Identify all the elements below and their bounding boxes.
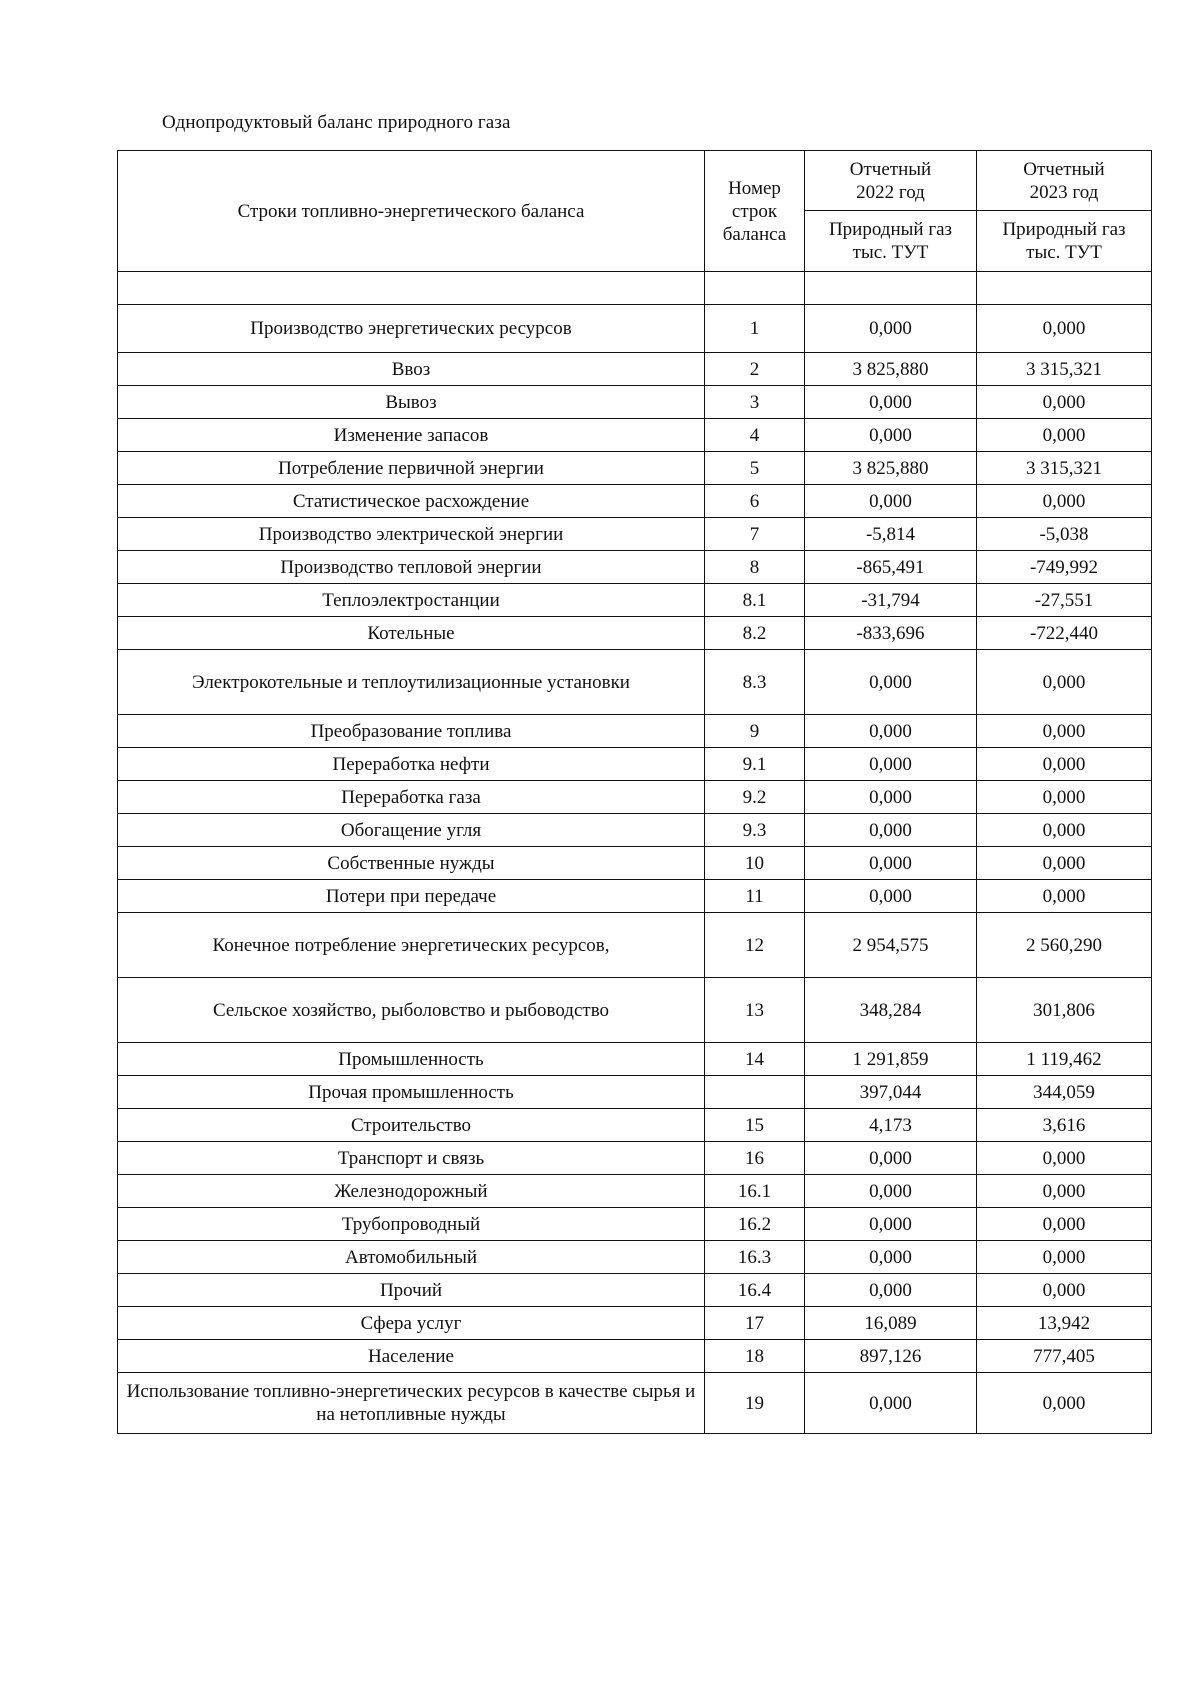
value-2023-cell: 3 315,321 bbox=[977, 353, 1152, 386]
empty-cell bbox=[805, 272, 977, 305]
table-row bbox=[118, 978, 1152, 1043]
table-row bbox=[118, 715, 1152, 748]
header-resource-2023-line-1: Природный газ bbox=[1002, 219, 1126, 240]
value-2023-cell: 777,405 bbox=[977, 1340, 1152, 1373]
document-title: Однопродуктовый баланс природного газа bbox=[162, 112, 511, 133]
value-2022-cell: -833,696 bbox=[805, 617, 977, 650]
row-number-cell: 16 bbox=[705, 1142, 805, 1175]
table-row bbox=[118, 847, 1152, 880]
row-number-cell: 4 bbox=[705, 419, 805, 452]
table-row bbox=[118, 650, 1152, 715]
table-row bbox=[118, 386, 1152, 419]
row-number-cell: 17 bbox=[705, 1307, 805, 1340]
row-label-cell: Прочая промышленность bbox=[118, 1076, 705, 1109]
empty-cell bbox=[977, 272, 1152, 305]
value-2023-cell: 0,000 bbox=[977, 1274, 1152, 1307]
balance-table bbox=[117, 150, 1152, 1434]
value-2022-cell: 1 291,859 bbox=[805, 1043, 977, 1076]
value-2023-cell: -27,551 bbox=[977, 584, 1152, 617]
value-2023-cell: 0,000 bbox=[977, 1142, 1152, 1175]
table-row bbox=[118, 748, 1152, 781]
row-label-cell: Изменение запасов bbox=[118, 419, 705, 452]
table-row bbox=[118, 452, 1152, 485]
value-2023-cell: -5,038 bbox=[977, 518, 1152, 551]
row-number-cell: 2 bbox=[705, 353, 805, 386]
table-row bbox=[118, 1241, 1152, 1274]
row-number-cell bbox=[705, 1076, 805, 1109]
row-label-cell: Переработка газа bbox=[118, 781, 705, 814]
value-2023-cell: 0,000 bbox=[977, 781, 1152, 814]
empty-cell bbox=[118, 272, 705, 305]
row-label-cell: Ввоз bbox=[118, 353, 705, 386]
row-number-cell: 19 bbox=[705, 1373, 805, 1434]
value-2023-cell: 0,000 bbox=[977, 485, 1152, 518]
row-label-cell: Производство электрической энергии bbox=[118, 518, 705, 551]
table-row bbox=[118, 518, 1152, 551]
value-2022-cell: 0,000 bbox=[805, 650, 977, 715]
value-2023-cell: 2 560,290 bbox=[977, 913, 1152, 978]
value-2022-cell: 0,000 bbox=[805, 814, 977, 847]
row-number-cell: 6 bbox=[705, 485, 805, 518]
row-label-cell: Обогащение угля bbox=[118, 814, 705, 847]
value-2022-cell: 0,000 bbox=[805, 1142, 977, 1175]
row-label-cell: Прочий bbox=[118, 1274, 705, 1307]
row-number-cell: 1 bbox=[705, 305, 805, 353]
row-number-cell: 16.1 bbox=[705, 1175, 805, 1208]
value-2022-cell: 16,089 bbox=[805, 1307, 977, 1340]
row-label-cell: Электрокотельные и теплоутилизационные установки bbox=[118, 650, 705, 715]
row-number-cell: 10 bbox=[705, 847, 805, 880]
row-number-cell: 11 bbox=[705, 880, 805, 913]
table-row bbox=[118, 1373, 1152, 1434]
value-2022-cell: 0,000 bbox=[805, 1208, 977, 1241]
value-2023-cell: 0,000 bbox=[977, 1175, 1152, 1208]
header-period-2022 bbox=[805, 151, 977, 211]
row-label-cell: Промышленность bbox=[118, 1043, 705, 1076]
value-2023-cell: 0,000 bbox=[977, 419, 1152, 452]
value-2023-cell: 3,616 bbox=[977, 1109, 1152, 1142]
header-resource-2022 bbox=[805, 211, 977, 272]
row-number-cell: 16.4 bbox=[705, 1274, 805, 1307]
value-2023-cell: 3 315,321 bbox=[977, 452, 1152, 485]
row-number-cell: 8.1 bbox=[705, 584, 805, 617]
table-row bbox=[118, 305, 1152, 353]
table-row bbox=[118, 353, 1152, 386]
table-row bbox=[118, 617, 1152, 650]
value-2023-cell: 1 119,462 bbox=[977, 1043, 1152, 1076]
row-label-cell: Потребление первичной энергии bbox=[118, 452, 705, 485]
value-2023-cell: 0,000 bbox=[977, 1208, 1152, 1241]
header-number-line-2: строк bbox=[731, 200, 778, 222]
row-number-cell: 16.3 bbox=[705, 1241, 805, 1274]
header-resource-2023 bbox=[977, 211, 1152, 272]
empty-cell bbox=[705, 272, 805, 305]
value-2022-cell: 0,000 bbox=[805, 1373, 977, 1434]
table-row bbox=[118, 1043, 1152, 1076]
value-2022-cell: -5,814 bbox=[805, 518, 977, 551]
empty-row bbox=[118, 272, 1152, 305]
row-number-cell: 9.3 bbox=[705, 814, 805, 847]
value-2022-cell: 0,000 bbox=[805, 485, 977, 518]
table-row bbox=[118, 584, 1152, 617]
value-2022-cell: -865,491 bbox=[805, 551, 977, 584]
row-number-cell: 7 bbox=[705, 518, 805, 551]
table-row bbox=[118, 781, 1152, 814]
row-number-cell: 9.2 bbox=[705, 781, 805, 814]
header-period-2023-line-2: 2023 год bbox=[1029, 181, 1099, 203]
value-2023-cell: 0,000 bbox=[977, 1373, 1152, 1434]
row-number-cell: 3 bbox=[705, 386, 805, 419]
value-2023-cell: -722,440 bbox=[977, 617, 1152, 650]
table-row bbox=[118, 551, 1152, 584]
row-label-cell: Переработка нефти bbox=[118, 748, 705, 781]
row-label-cell: Котельные bbox=[118, 617, 705, 650]
header-period-2023-line-1: Отчетный bbox=[1023, 158, 1105, 180]
value-2023-cell: 344,059 bbox=[977, 1076, 1152, 1109]
value-2022-cell: 897,126 bbox=[805, 1340, 977, 1373]
header-row-number bbox=[705, 151, 805, 272]
table-row bbox=[118, 880, 1152, 913]
value-2023-cell: 0,000 bbox=[977, 715, 1152, 748]
value-2023-cell: 0,000 bbox=[977, 847, 1152, 880]
row-number-cell: 16.2 bbox=[705, 1208, 805, 1241]
row-label-cell: Трубопроводный bbox=[118, 1208, 705, 1241]
row-label-cell: Потери при передаче bbox=[118, 880, 705, 913]
row-number-cell: 12 bbox=[705, 913, 805, 978]
value-2023-cell: 0,000 bbox=[977, 748, 1152, 781]
row-label-cell: Преобразование топлива bbox=[118, 715, 705, 748]
row-label-cell: Строительство bbox=[118, 1109, 705, 1142]
header-row-periods bbox=[118, 151, 1152, 211]
row-label-cell: Использование топливно-энергетических ресурсов в качестве сырья и на нетопливные нужды bbox=[118, 1373, 705, 1434]
header-resource-2022-line-2: тыс. ТУТ bbox=[852, 242, 929, 263]
table-row bbox=[118, 1340, 1152, 1373]
row-number-cell: 14 bbox=[705, 1043, 805, 1076]
table-row bbox=[118, 485, 1152, 518]
value-2022-cell: 4,173 bbox=[805, 1109, 977, 1142]
header-row-label: Строки топливно-энергетического баланса bbox=[118, 151, 705, 272]
table-row bbox=[118, 913, 1152, 978]
value-2023-cell: 13,942 bbox=[977, 1307, 1152, 1340]
table-row bbox=[118, 1076, 1152, 1109]
value-2023-cell: 0,000 bbox=[977, 305, 1152, 353]
header-number-line-3: баланса bbox=[722, 223, 787, 245]
row-number-cell: 13 bbox=[705, 978, 805, 1043]
header-period-2023 bbox=[977, 151, 1152, 211]
header-period-2022-line-2: 2022 год bbox=[856, 181, 925, 203]
value-2022-cell: 0,000 bbox=[805, 1175, 977, 1208]
value-2022-cell: 0,000 bbox=[805, 1241, 977, 1274]
value-2022-cell: 0,000 bbox=[805, 1274, 977, 1307]
row-label-cell: Сельское хозяйство, рыболовство и рыбоводство bbox=[118, 978, 705, 1043]
value-2022-cell: 0,000 bbox=[805, 781, 977, 814]
row-number-cell: 9 bbox=[705, 715, 805, 748]
value-2022-cell: 0,000 bbox=[805, 847, 977, 880]
row-number-cell: 15 bbox=[705, 1109, 805, 1142]
row-number-cell: 8.3 bbox=[705, 650, 805, 715]
row-label-cell: Теплоэлектростанции bbox=[118, 584, 705, 617]
value-2023-cell: 0,000 bbox=[977, 1241, 1152, 1274]
value-2022-cell: 0,000 bbox=[805, 715, 977, 748]
table-row bbox=[118, 1142, 1152, 1175]
row-label-cell: Сфера услуг bbox=[118, 1307, 705, 1340]
value-2023-cell: -749,992 bbox=[977, 551, 1152, 584]
row-label-cell: Железнодорожный bbox=[118, 1175, 705, 1208]
row-number-cell: 8 bbox=[705, 551, 805, 584]
row-number-cell: 5 bbox=[705, 452, 805, 485]
value-2023-cell: 0,000 bbox=[977, 386, 1152, 419]
row-label-cell: Транспорт и связь bbox=[118, 1142, 705, 1175]
value-2022-cell: 397,044 bbox=[805, 1076, 977, 1109]
table-row bbox=[118, 1109, 1152, 1142]
value-2023-cell: 301,806 bbox=[977, 978, 1152, 1043]
balance-table-body bbox=[118, 151, 1152, 1434]
value-2022-cell: 2 954,575 bbox=[805, 913, 977, 978]
table-row bbox=[118, 1274, 1152, 1307]
value-2022-cell: 0,000 bbox=[805, 880, 977, 913]
row-label-cell: Производство тепловой энергии bbox=[118, 551, 705, 584]
value-2023-cell: 0,000 bbox=[977, 650, 1152, 715]
row-number-cell: 8.2 bbox=[705, 617, 805, 650]
row-label-cell: Автомобильный bbox=[118, 1241, 705, 1274]
value-2022-cell: 3 825,880 bbox=[805, 452, 977, 485]
table-row bbox=[118, 419, 1152, 452]
row-number-cell: 9.1 bbox=[705, 748, 805, 781]
table-row bbox=[118, 1175, 1152, 1208]
value-2023-cell: 0,000 bbox=[977, 880, 1152, 913]
value-2023-cell: 0,000 bbox=[977, 814, 1152, 847]
header-period-2022-line-1: Отчетный bbox=[849, 158, 932, 180]
value-2022-cell: 3 825,880 bbox=[805, 353, 977, 386]
header-number-line-1: Номер bbox=[728, 177, 781, 199]
header-resource-2023-line-2: тыс. ТУТ bbox=[1026, 242, 1102, 263]
row-label-cell: Вывоз bbox=[118, 386, 705, 419]
table-row bbox=[118, 1307, 1152, 1340]
value-2022-cell: 0,000 bbox=[805, 386, 977, 419]
row-label-cell: Конечное потребление энергетических ресурсов, bbox=[118, 913, 705, 978]
table-row bbox=[118, 1208, 1152, 1241]
header-resource-2022-line-1: Природный газ bbox=[828, 219, 953, 240]
value-2022-cell: 0,000 bbox=[805, 748, 977, 781]
row-label-cell: Статистическое расхождение bbox=[118, 485, 705, 518]
row-label-cell: Население bbox=[118, 1340, 705, 1373]
table-row bbox=[118, 814, 1152, 847]
value-2022-cell: 0,000 bbox=[805, 419, 977, 452]
value-2022-cell: 0,000 bbox=[805, 305, 977, 353]
value-2022-cell: -31,794 bbox=[805, 584, 977, 617]
row-label-cell: Собственные нужды bbox=[118, 847, 705, 880]
row-number-cell: 18 bbox=[705, 1340, 805, 1373]
row-label-cell: Производство энергетических ресурсов bbox=[118, 305, 705, 353]
value-2022-cell: 348,284 bbox=[805, 978, 977, 1043]
